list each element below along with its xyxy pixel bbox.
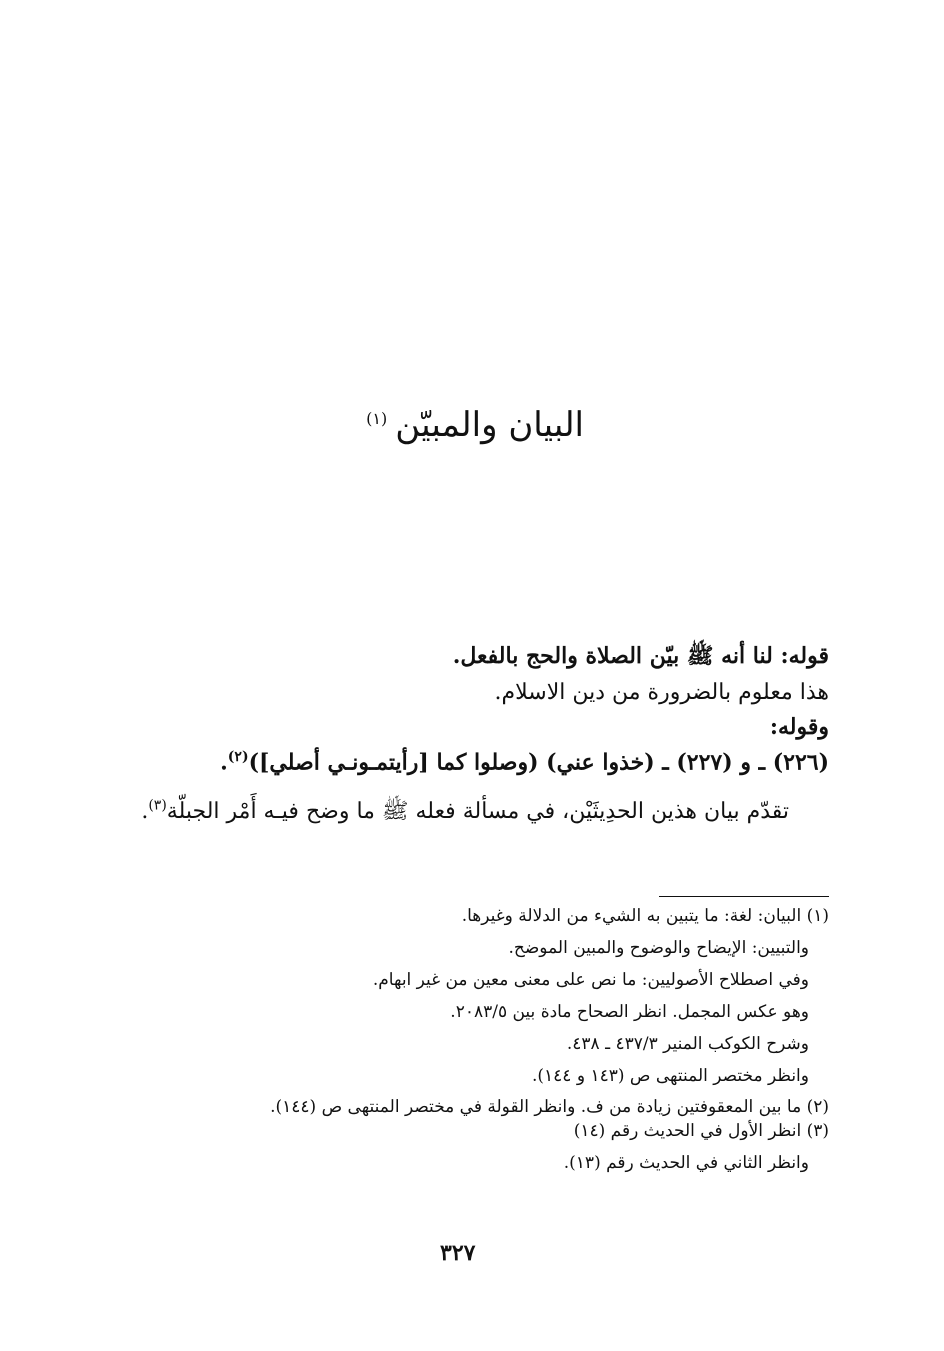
page-number: ٣٢٧ [440, 1240, 476, 1266]
chapter-title-text: البيان والمبيّن [395, 405, 584, 445]
paragraph-end-punct: . [141, 798, 149, 824]
footnote-1-line-6: وانظر مختصر المنتهى ص (١٤٣ و ١٤٤). [531, 1066, 809, 1087]
footnote-ref-3: (٣) [148, 797, 167, 814]
footnote-3-line-1: (٣) انظر الأول في الحديث رقم (١٤) [573, 1120, 829, 1141]
body-paragraph [129, 791, 829, 833]
footnote-1-line-1: (١) البيان: لغة: ما يتبين به الشيء من الدلالة وغيرها. [461, 906, 829, 926]
main-text [129, 642, 829, 833]
footnote-1-line-2: والتبيين: الإيضاح والوضوح والمبين الموضح. [508, 938, 809, 959]
footnote-1-line-3: وفي اصطلاح الأصوليين: ما نص على معنى معين من غير ابهام. [372, 970, 809, 991]
footnote-1-line-5: وشرح الكوكب المنير ٤٣٧/٣ ـ ٤٣٨. [566, 1034, 809, 1055]
chapter-title [366, 405, 584, 446]
paragraph-text: تقدّم بيان هذين الحدِيثَيْن، في مسألة فعله ﷺ ما وضح فيـه أَمْر الجبلّة [166, 798, 789, 824]
body-line-4 [129, 748, 829, 777]
body-line-1: قوله: لنا أنه ﷺ بيّن الصلاة والحج بالفعل. [452, 643, 829, 669]
footnotes [149, 905, 829, 1174]
chapter-title-footnote-ref: (١) [366, 408, 388, 428]
line-end-punct: . [220, 749, 228, 776]
hadith-reference: (٢٢٦) ـ و (٢٢٧) ـ (خذوا عني) (وصلوا كما [رأيتمـونـي أصلي]) [248, 749, 829, 776]
footnote-separator [659, 896, 829, 897]
body-line-3: وقوله: [769, 714, 829, 741]
footnote-ref-2: (٢) [227, 748, 249, 765]
body-line-2: هذا معلوم بالضرورة من دين الاسلام. [494, 679, 829, 705]
footnote-3-line-2: وانظر الثاني في الحديث رقم (١٣). [563, 1152, 809, 1173]
footnote-2: (٢) ما بين المعقوفتين زيادة من ف. وانظر القولة في مختصر المنتهى ص (١٤٤). [270, 1096, 829, 1117]
footnote-1-line-4: وهو عكس المجمل. انظر الصحاح مادة بين ٢٠٨٣/٥. [450, 1002, 809, 1023]
